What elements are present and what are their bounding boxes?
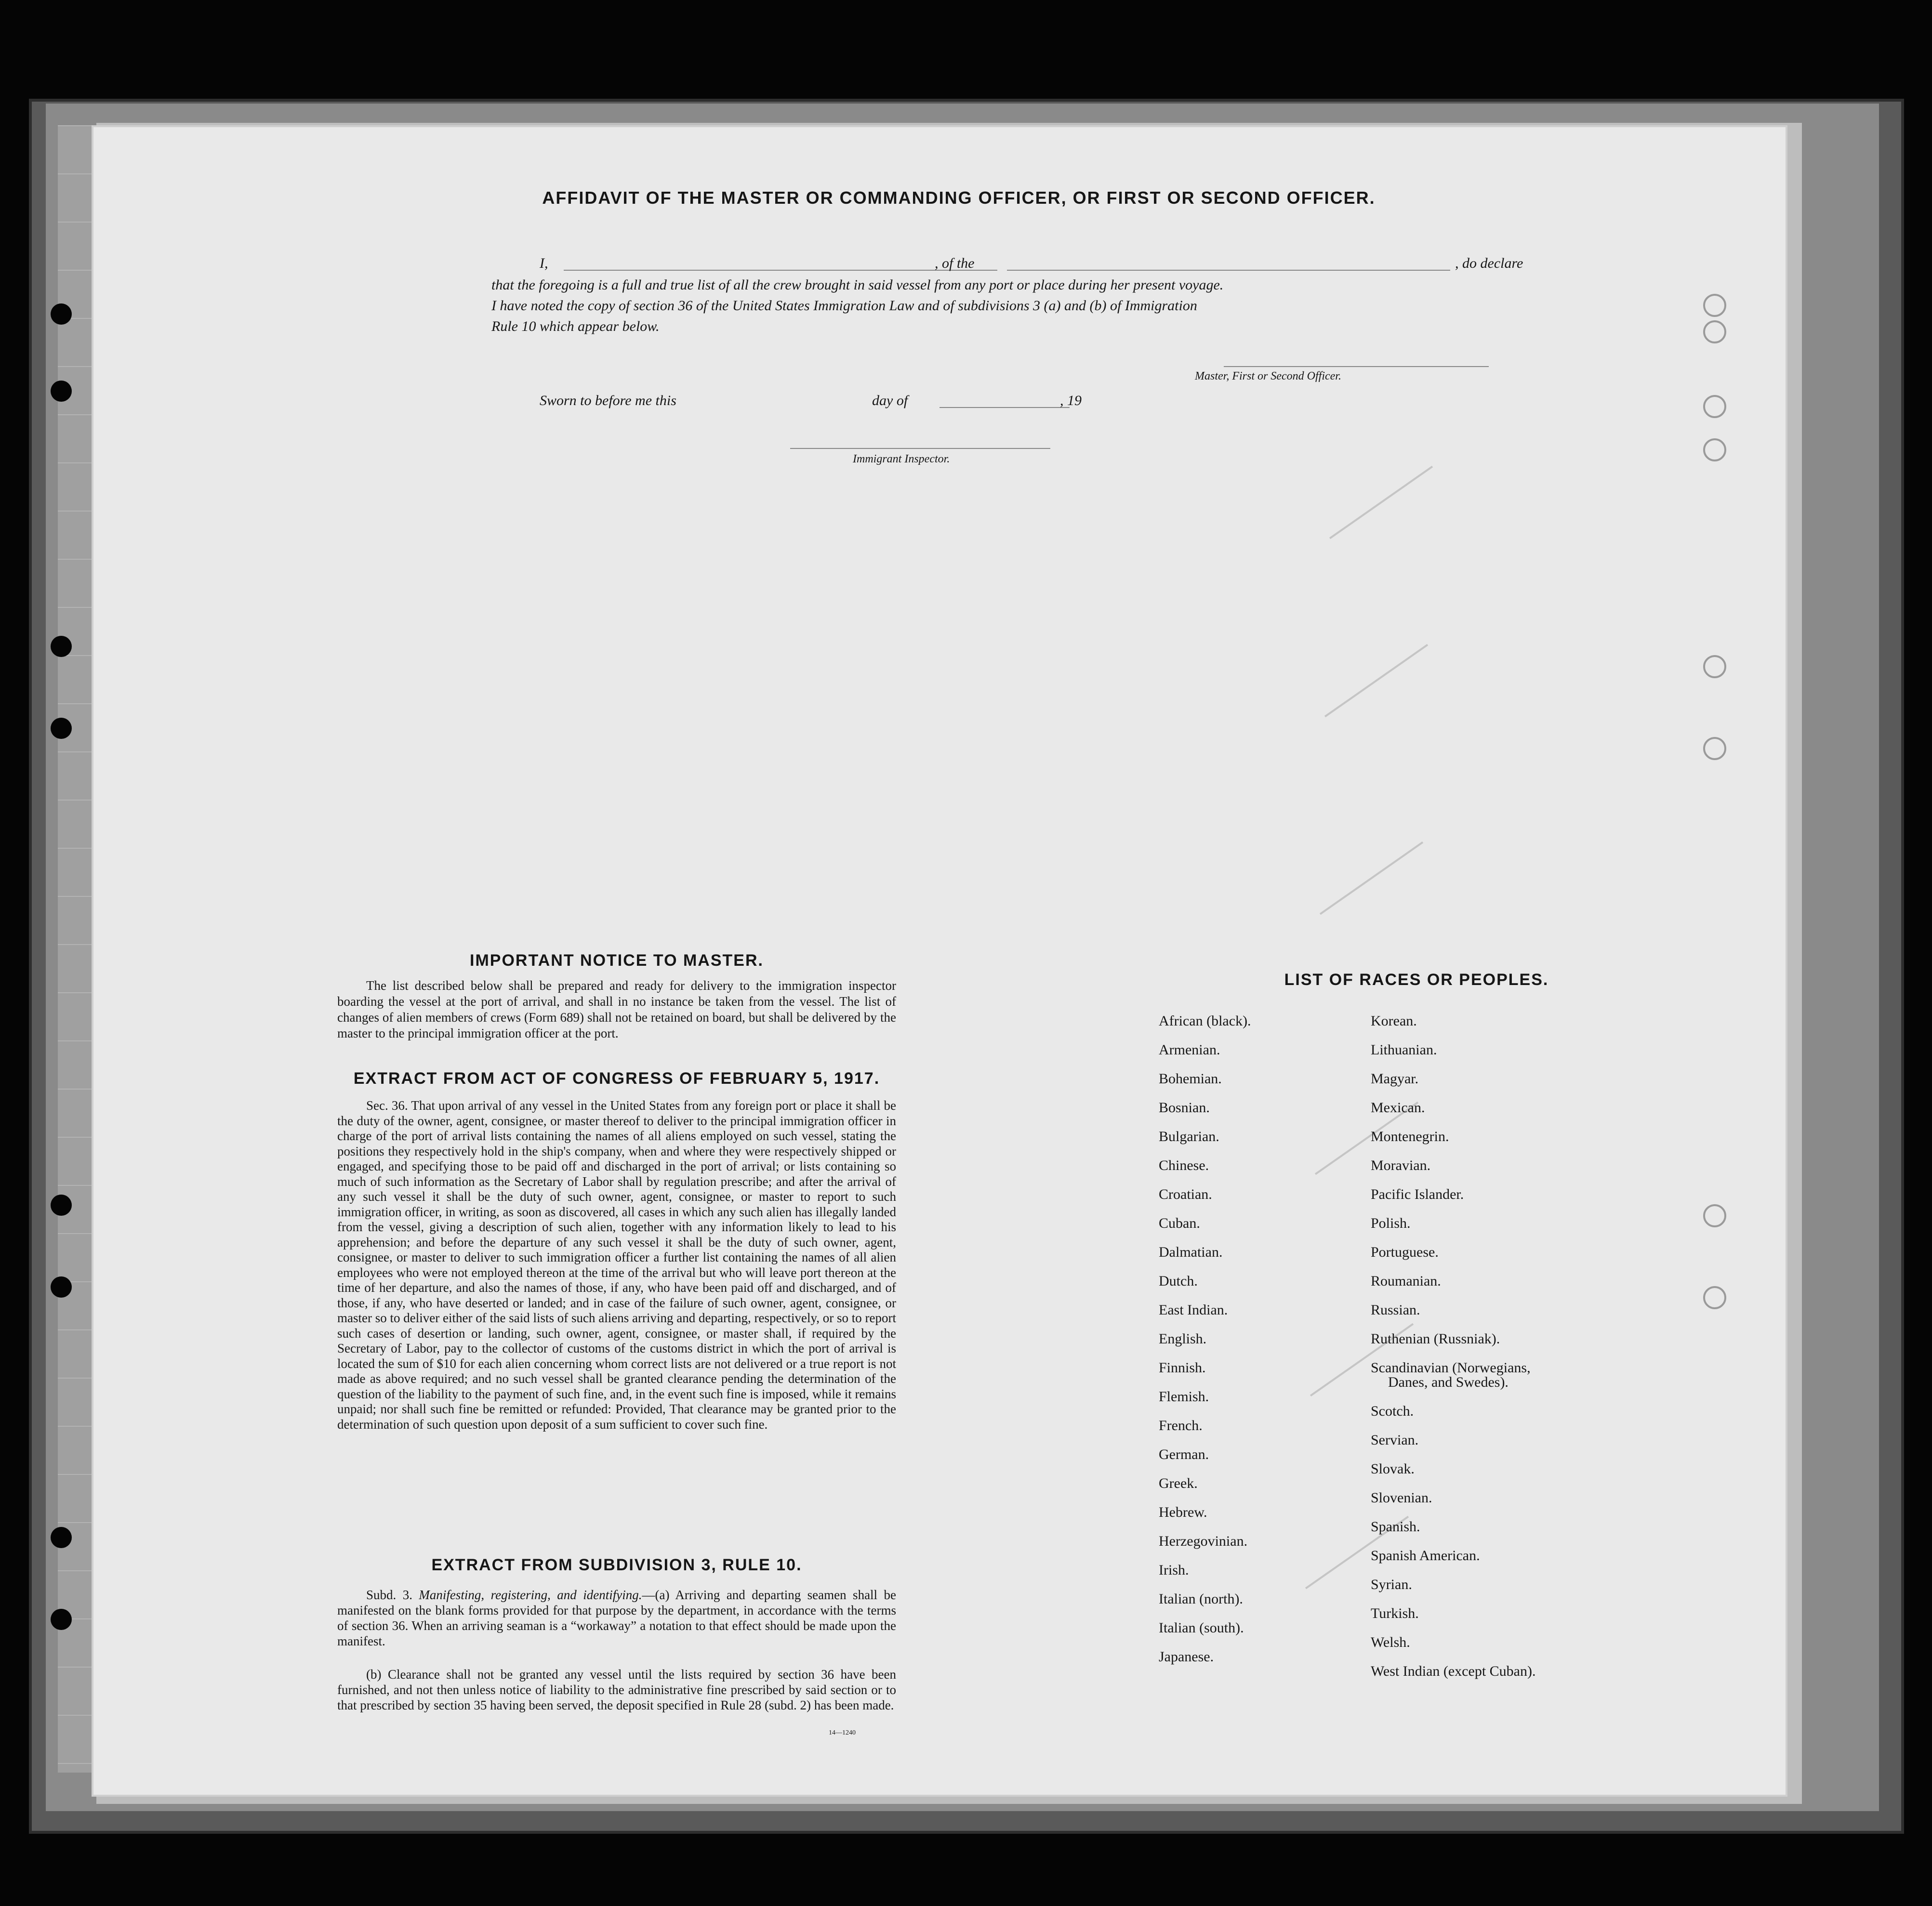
- race-item: Roumanian.: [1371, 1273, 1441, 1289]
- race-item: Dalmatian.: [1159, 1244, 1223, 1260]
- race-item: Portuguese.: [1371, 1244, 1439, 1260]
- race-item: French.: [1159, 1418, 1203, 1433]
- race-item: Mexican.: [1371, 1100, 1425, 1116]
- rule-extract-para-a: [337, 1587, 896, 1649]
- race-item: Lithuanian.: [1371, 1042, 1437, 1058]
- inspector-signature-line: [790, 448, 1050, 449]
- affidavit-statement-line4: Rule 10 which appear below.: [491, 318, 660, 334]
- race-item: English.: [1159, 1331, 1207, 1347]
- manifest-sheet: [92, 125, 1787, 1797]
- day-of-text: day of: [872, 393, 908, 408]
- race-item: Japanese.: [1159, 1649, 1214, 1665]
- race-item: Cuban.: [1159, 1215, 1200, 1231]
- race-item: Magyar.: [1371, 1071, 1419, 1087]
- race-item: Bohemian.: [1159, 1071, 1222, 1087]
- punch-ring: [1703, 1286, 1726, 1309]
- race-item: African (black).: [1159, 1013, 1251, 1029]
- race-item: German.: [1159, 1446, 1209, 1462]
- races-title: LIST OF RACES OR PEOPLES.: [1284, 971, 1549, 989]
- race-item: Pacific Islander.: [1371, 1186, 1464, 1202]
- act-extract-body: Sec. 36. That upon arrival of any vessel in the United States from any foreign port or place it shall be the duty of the owner, agent, consignee, or master thereof to deliver to the principal immigration officer in charge of the port of arrival lists containing the names of all aliens employed on such vessel, stating the positions they respectively hold in the ship's company, when and where they were respectively shipped or engaged, and specifying those to be paid off and discharged in the port of arrival; or lists containing so much of such information as the Secretary of Labor shall by regulation prescribe; and after the arrival of any such vessel it shall be the duty of such owner, agent, consignee, or master to report to such immigration officer, in writing, as soon as discovered, all cases in which any such alien has illegally landed from the vessel, giving a description of such alien, together with any information likely to lead to his apprehension; and before the departure of any such vessel it shall be the duty of such owner, agent, consignee, or master to deliver to such immigration officer a further list containing the names of all alien employees who were not employed thereon at the time of the arrival but who will leave port thereon at the time of her departure, and also the names of those, if any, who have been paid off and discharged, and of those, if any, who have deserted or landed; and in case of the failure of such owner, agent, consignee, or master so to deliver either of the said lists of such aliens arriving and departing, respectively, or so to report such cases of desertion or landing, such owner, agent, consignee, or master shall, if required by the Secretary of Labor, pay to the collector of customs of the customs district in which the port of arrival is located the sum of $10 for each alien concerning whom correct lists are not delivered or a true report is not made as above required; and no such vessel shall be granted clearance pending the determination of the question of the liability to the payment of such fine, and, in the event such fine is imposed, while it remains unpaid; nor shall such fine be remitted or refunded: Provided, That clearance may be granted prior to the determination of such question upon deposit of a sum sufficient to cover such fine.: [337, 1098, 896, 1432]
- name-blank: [564, 270, 997, 271]
- punch-ring: [1703, 320, 1726, 343]
- race-item: Welsh.: [1371, 1634, 1410, 1650]
- master-signature-label: Master, First or Second Officer.: [1195, 370, 1341, 382]
- affidavit-statement-line3: I have noted the copy of section 36 of the United States Immigration Law and of subdivisions 3 (a) and (b) of Immigration: [491, 298, 1197, 314]
- race-item: Syrian.: [1371, 1577, 1412, 1592]
- race-item: Flemish.: [1159, 1389, 1209, 1405]
- race-item: Korean.: [1371, 1013, 1417, 1029]
- binder-hole: [51, 1609, 72, 1630]
- race-item: Herzegovinian.: [1159, 1533, 1248, 1549]
- race-item: Greek.: [1159, 1475, 1198, 1491]
- race-item: Bulgarian.: [1159, 1129, 1219, 1144]
- form-number: 14—1240: [829, 1729, 856, 1736]
- notice-title: IMPORTANT NOTICE TO MASTER.: [470, 951, 764, 970]
- affidavit-title: AFFIDAVIT OF THE MASTER OR COMMANDING OFFICER, OR FIRST OR SECOND OFFICER.: [542, 188, 1376, 208]
- race-item: Chinese.: [1159, 1157, 1209, 1173]
- punch-ring: [1703, 1204, 1726, 1227]
- rule-para-heading: Manifesting, registering, and identifying.: [419, 1588, 642, 1602]
- month-blank: [940, 407, 1070, 408]
- vessel-blank: [1007, 270, 1450, 271]
- binder-hole: [51, 381, 72, 402]
- punch-ring: [1703, 655, 1726, 678]
- sworn-text: Sworn to before me this: [540, 393, 676, 408]
- rule-extract-title: EXTRACT FROM SUBDIVISION 3, RULE 10.: [431, 1556, 802, 1574]
- race-item: Dutch.: [1159, 1273, 1198, 1289]
- binder-hole: [51, 1527, 72, 1548]
- inspector-label: Immigrant Inspector.: [853, 453, 950, 465]
- affidavit-declare: , do declare: [1455, 255, 1523, 271]
- races-left-column: [1159, 1007, 1251, 1671]
- race-item: Montenegrin.: [1371, 1129, 1449, 1144]
- affidavit-i: I,: [540, 255, 548, 271]
- punch-ring: [1703, 737, 1726, 760]
- punch-ring: [1703, 294, 1726, 317]
- race-item: Finnish.: [1159, 1360, 1206, 1376]
- race-item: Hebrew.: [1159, 1504, 1207, 1520]
- act-extract-title: EXTRACT FROM ACT OF CONGRESS OF FEBRUARY 5, 1917.: [353, 1069, 880, 1088]
- race-item: Turkish.: [1371, 1605, 1419, 1621]
- binder-hole: [51, 718, 72, 739]
- race-item: Slovak.: [1371, 1461, 1415, 1477]
- race-item: Polish.: [1371, 1215, 1411, 1231]
- master-signature-line: [1224, 366, 1489, 367]
- races-right-column: [1371, 1007, 1535, 1686]
- binder-hole: [51, 636, 72, 657]
- page-edge-ruling: [58, 125, 92, 1773]
- race-item: Italian (north).: [1159, 1591, 1243, 1607]
- race-item: Croatian.: [1159, 1186, 1212, 1202]
- race-item: Italian (south).: [1159, 1620, 1244, 1636]
- race-item: Russian.: [1371, 1302, 1420, 1318]
- punch-ring: [1703, 395, 1726, 418]
- binder-hole: [51, 1195, 72, 1216]
- affidavit-statement-line2: that the foregoing is a full and true list of all the crew brought in said vessel from any port or place during her present voyage.: [491, 277, 1224, 293]
- punch-ring: [1703, 438, 1726, 461]
- race-item: Irish.: [1159, 1562, 1189, 1578]
- affidavit-of-the: , of the: [935, 255, 975, 271]
- race-item: Bosnian.: [1159, 1100, 1210, 1116]
- race-item: West Indian (except Cuban).: [1371, 1663, 1536, 1679]
- binder-hole: [51, 1276, 72, 1298]
- race-item: Spanish.: [1371, 1519, 1420, 1535]
- year-prefix: , 19: [1060, 393, 1082, 408]
- binder-hole: [51, 303, 72, 325]
- race-item: Spanish American.: [1371, 1548, 1480, 1564]
- race-item: Slovenian.: [1371, 1490, 1432, 1506]
- rule-para-a-text: —(a) Arriving and departing seamen shall be manifested on the blank forms provided for that purpose by the department, in accordance with the terms of section 36. When an arriving seaman is a “workaway” a notation to that effect should be made upon the manifest.: [337, 1588, 896, 1648]
- race-item: East Indian.: [1159, 1302, 1228, 1318]
- race-item: Moravian.: [1371, 1157, 1431, 1173]
- race-item: Servian.: [1371, 1432, 1419, 1448]
- race-item: Armenian.: [1159, 1042, 1220, 1058]
- race-item: Ruthenian (Russniak).: [1371, 1331, 1500, 1347]
- race-item: Scotch.: [1371, 1403, 1414, 1419]
- rule-extract-para-b: (b) Clearance shall not be granted any vessel until the lists required by section 36 have been furnished, and not then unless notice of liability to the administrative fine prescribed by said section or to that prescribed by section 35 having been served, the deposit specified in Rule 28 (subd. 2) has been made.: [337, 1667, 896, 1712]
- notice-body: The list described below shall be prepared and ready for delivery to the immigration inspector boarding the vessel at the port of arrival, and shall in no instance be taken from the vessel. The list of changes of alien members of crews (Form 689) shall not be retained on board, but shall be delivered by the master to the principal immigration officer at the port.: [337, 978, 896, 1040]
- race-item: Danes, and Swedes).: [1388, 1374, 1509, 1390]
- rule-para-lead: Subd. 3.: [366, 1588, 412, 1602]
- race-item: Scandinavian (Norwegians,: [1371, 1360, 1531, 1376]
